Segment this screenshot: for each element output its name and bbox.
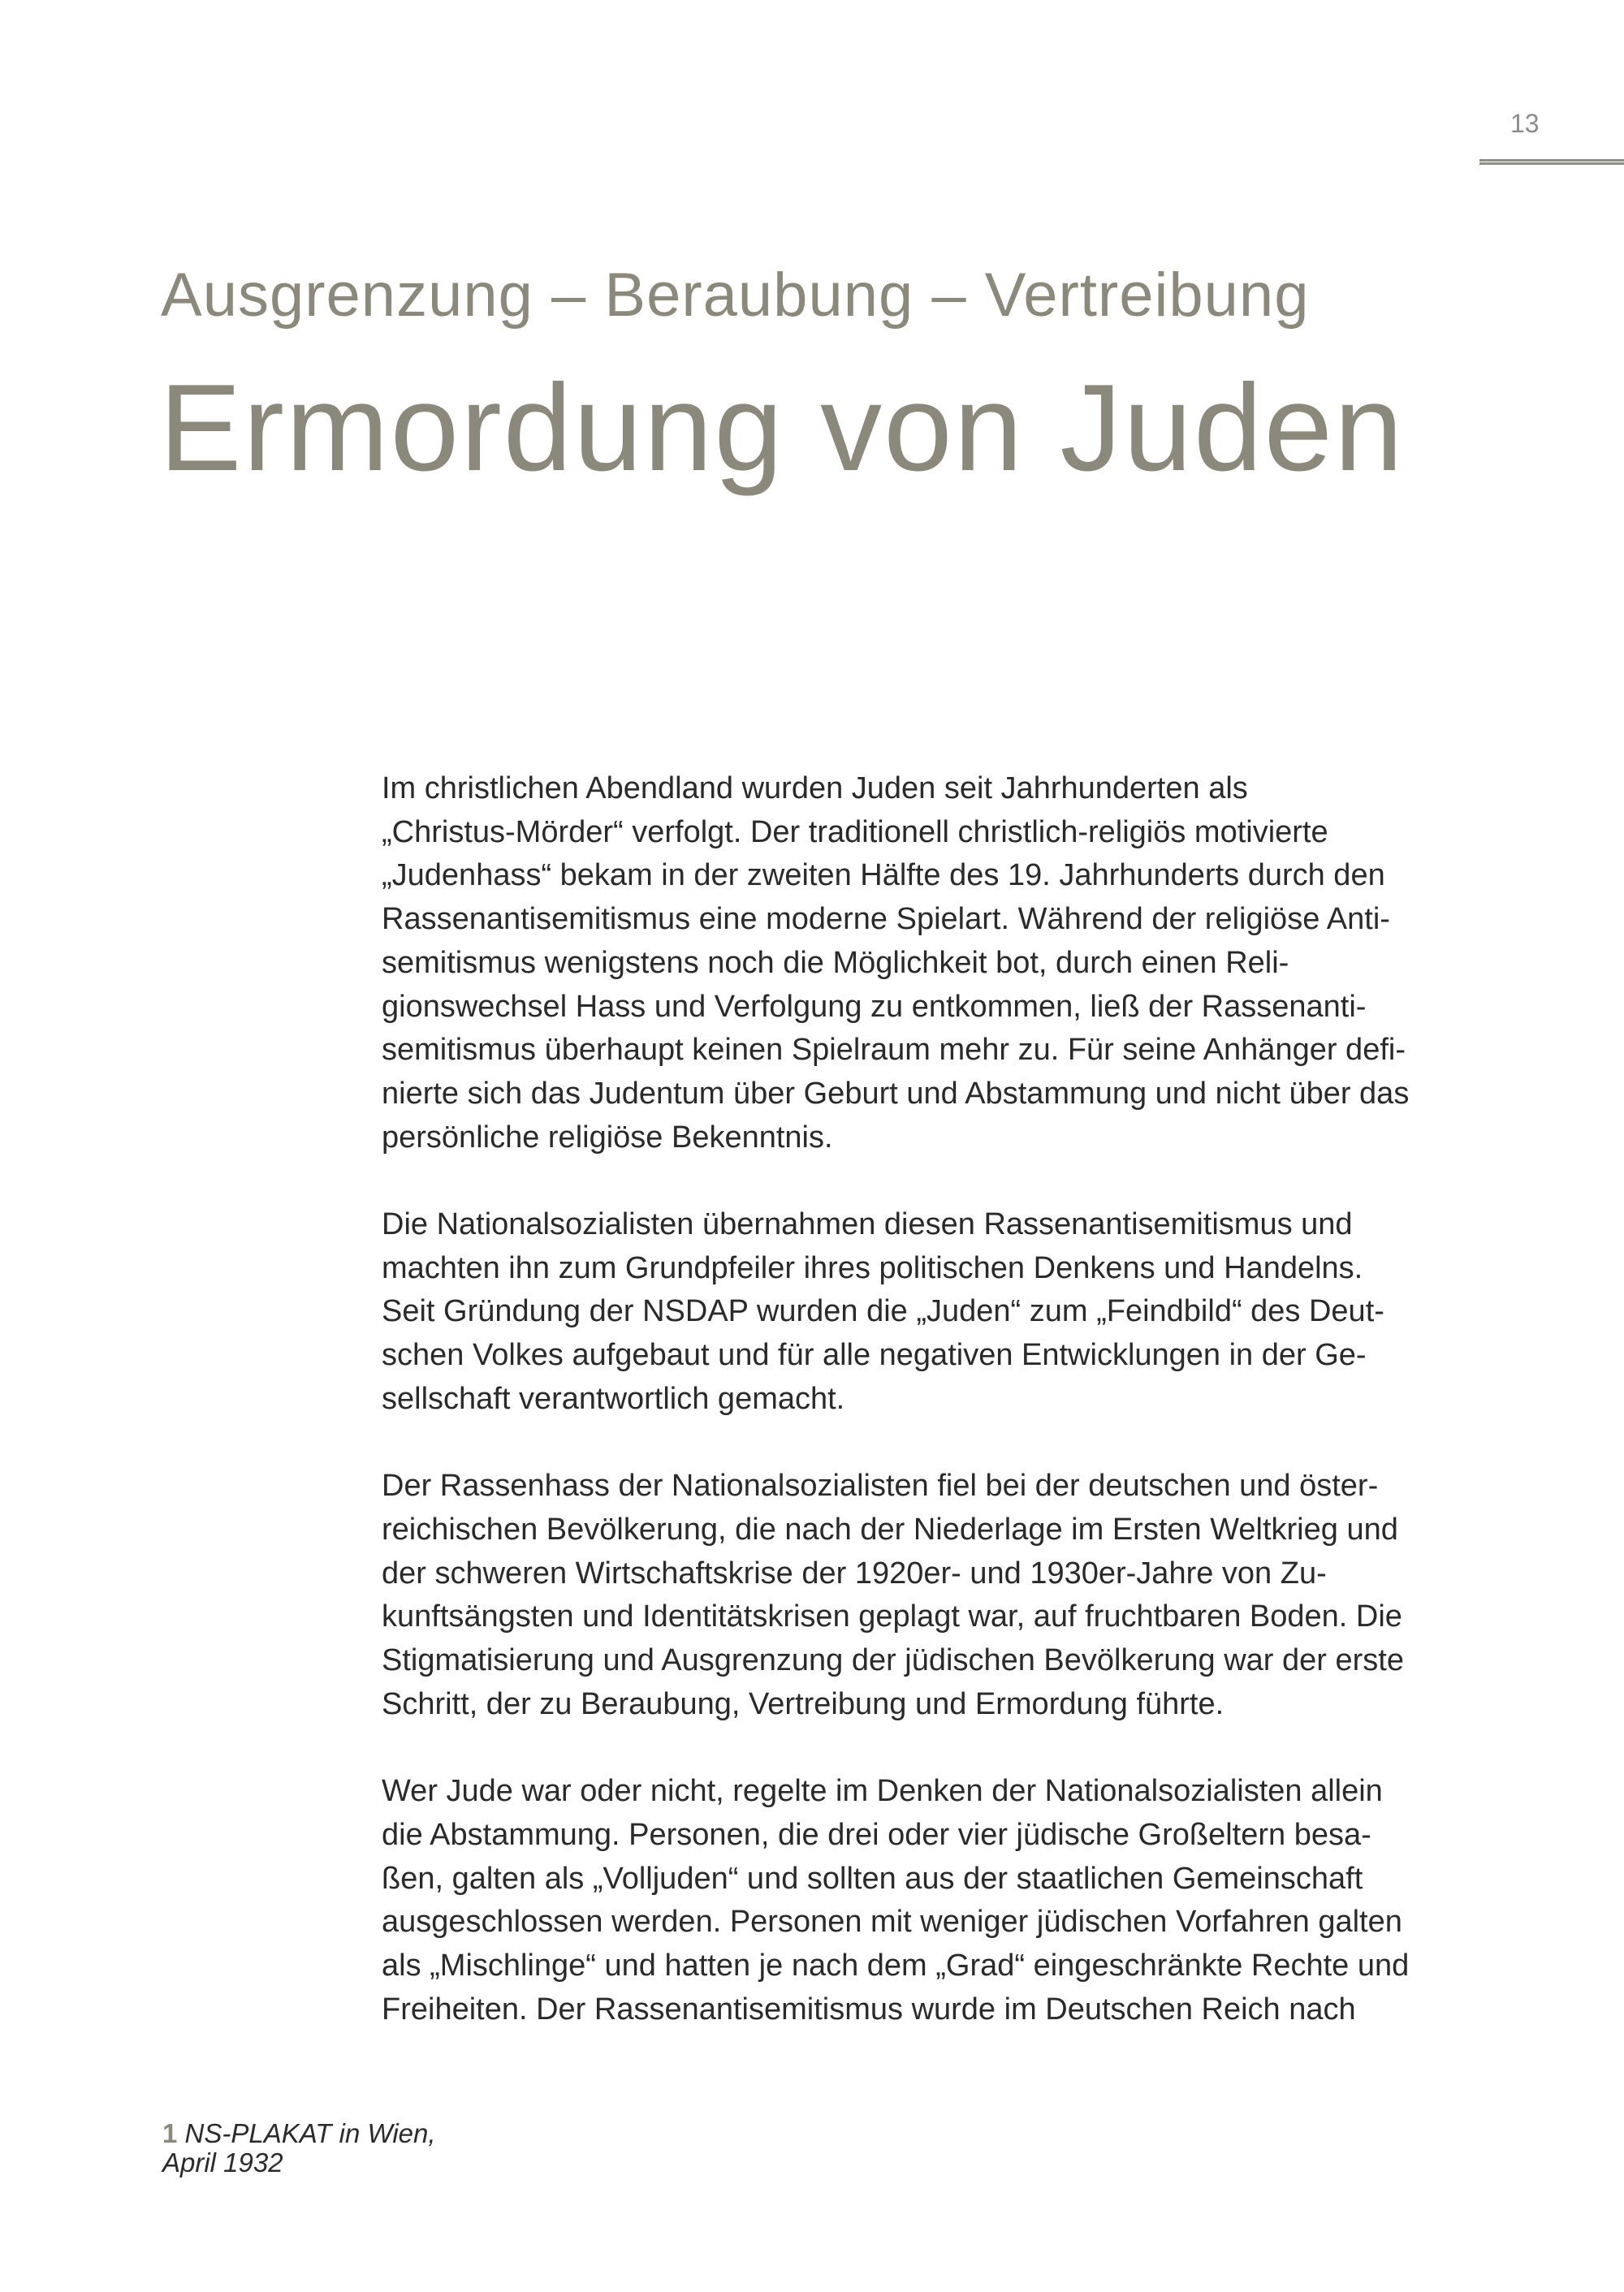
text-line: die Abstammung. Personen, die drei oder vier jüdische Großeltern besa- bbox=[382, 1817, 1371, 1852]
text-line: ßen, galten als „Volljuden“ und sollten aus der staatlichen Gemeinschaft bbox=[382, 1861, 1363, 1896]
page-number: 13 bbox=[1510, 109, 1540, 138]
paragraph bbox=[382, 1465, 1470, 1726]
text-line: ausgeschlossen werden. Personen mit weniger jüdischen Vorfahren galten bbox=[382, 1905, 1402, 1940]
text-line: Stigmatisierung und Ausgrenzung der jüdischen Bevölkerung war der erste bbox=[382, 1643, 1404, 1678]
subtitle: Ausgrenzung – Beraubung – Vertreibung bbox=[161, 261, 1310, 330]
text-line: nierte sich das Judentum über Geburt und Abstammung und nicht über das bbox=[382, 1076, 1410, 1111]
caption-line-2: April 1932 bbox=[162, 2147, 283, 2178]
text-line: Wer Jude war oder nicht, regelte im Denken der Nationalsozialisten allein bbox=[382, 1774, 1383, 1809]
text-line: kunftsängsten und Identitätskrisen geplagt war, auf fruchtbaren Boden. Die bbox=[382, 1599, 1402, 1634]
paragraph bbox=[382, 1203, 1470, 1422]
header-rule bbox=[1479, 159, 1624, 165]
text-line: „Christus-Mörder“ verfolgt. Der traditionell christlich-religiös motivierte bbox=[382, 814, 1328, 849]
text-line: der schweren Wirtschaftskrise der 1920er- und 1930er-Jahre von Zu- bbox=[382, 1556, 1327, 1591]
text-line: Freiheiten. Der Rassenantisemitismus wurde im Deutschen Reich nach bbox=[382, 1992, 1356, 2027]
caption-line-1: NS-PLAKAT in Wien, bbox=[184, 2118, 436, 2148]
figure-caption bbox=[162, 2119, 436, 2178]
paragraph bbox=[382, 767, 1470, 1159]
text-line: Die Nationalsozialisten übernahmen diesen Rassenantisemitismus und bbox=[382, 1207, 1353, 1242]
text-line: reichischen Bevölkerung, die nach der Niederlage im Ersten Weltkrieg und bbox=[382, 1512, 1398, 1547]
caption-number: 1 bbox=[162, 2118, 178, 2148]
paragraph bbox=[382, 1770, 1470, 2031]
text-line: Der Rassenhass der Nationalsozialisten fiel bei der deutschen und öster- bbox=[382, 1469, 1379, 1504]
body-text bbox=[382, 767, 1470, 2075]
text-line: sellschaft verantwortlich gemacht. bbox=[382, 1381, 845, 1416]
text-line: „Judenhass“ bekam in der zweiten Hälfte des 19. Jahrhunderts durch den bbox=[382, 858, 1385, 893]
text-line: Seit Gründung der NSDAP wurden die „Juden“ zum „Feindbild“ des Deut- bbox=[382, 1294, 1384, 1329]
text-line: semitismus wenigstens noch die Möglichkeit bot, durch einen Reli- bbox=[382, 945, 1289, 980]
text-line: machten ihn zum Grundpfeiler ihres politischen Denkens und Handelns. bbox=[382, 1250, 1363, 1285]
text-line: semitismus überhaupt keinen Spielraum mehr zu. Für seine Anhänger defi- bbox=[382, 1033, 1406, 1068]
text-line: als „Mischlinge“ und hatten je nach dem „Grad“ eingeschränkte Rechte und bbox=[382, 1948, 1410, 1983]
text-line: schen Volkes aufgebaut und für alle negativen Entwicklungen in der Ge- bbox=[382, 1338, 1367, 1373]
text-line: Im christlichen Abendland wurden Juden seit Jahrhunderten als bbox=[382, 771, 1248, 805]
page-title: Ermordung von Juden bbox=[159, 359, 1405, 497]
text-line: gionswechsel Hass und Verfolgung zu entkommen, ließ der Rassenanti- bbox=[382, 989, 1367, 1024]
text-line: Schritt, der zu Beraubung, Vertreibung und Ermordung führte. bbox=[382, 1686, 1224, 1721]
text-line: persönliche religiöse Bekenntnis. bbox=[382, 1120, 833, 1155]
text-line: Rassenantisemitismus eine moderne Spielart. Während der religiöse Anti- bbox=[382, 902, 1390, 937]
